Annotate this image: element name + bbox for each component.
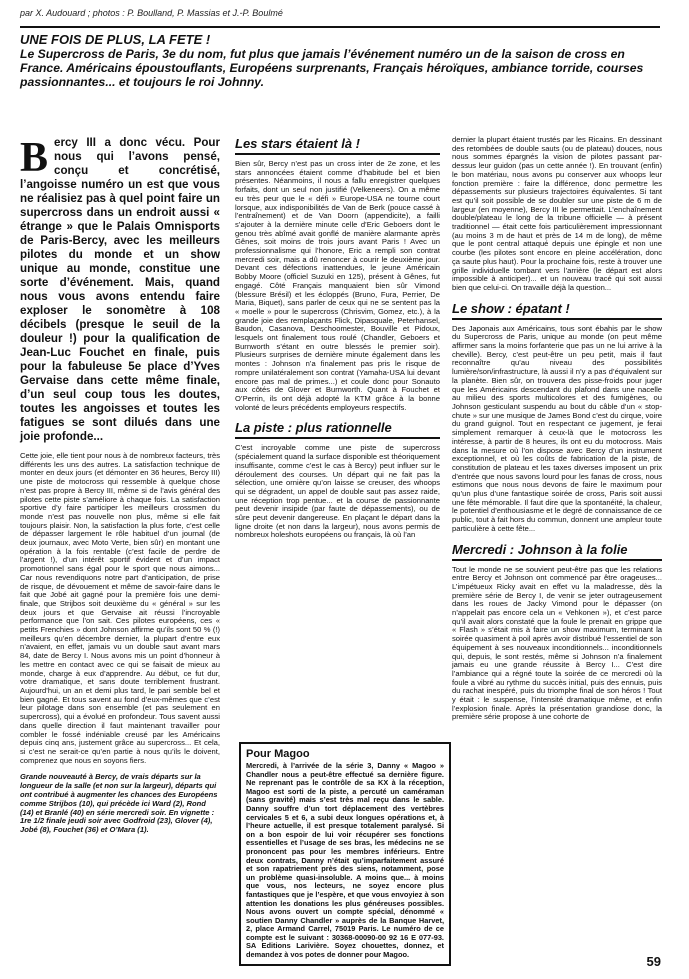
section-heading-mercredi: Mercredi : Johnson à la folie <box>452 542 662 561</box>
body-text: Tout le monde ne se souvient peut-être pas que les relations entre Bercy et Johnson ont commencé par être orageuses... L’impétueux Ricky avait en effet vu la maladresse, dès la première série de Bercy I, de venir se jeter outrageusement dans les roues de Jacky Vimond pour le dépasser (on n’appelait pas encore cela un « Vehkonen »), et c’est parce qu’il avait alors constaté que la foule le prenait en grippe que « Flash » s’était mis à faire un show maximum, terminant la soirée quasiment à poil après avoir distribué l’essentiel de son équipement à ses nouveaux inconditionnels... inconditionnels qui, depuis, le sont restés, même si Johnson n’a finalement jamais eu une grande réussite à Bercy I... C’est dire l’ambiance qui a régné toute la soirée de ce mercredi où la foule a vibré au rythme du succès initial, puis des ennuis, puis du rachat inespéré, puis du triomphe final de son héros ! Tout y était : le suspense, l’intensité dramatique même, et enfin l’explosion finale. Après la présentation grandiose donc, la première série propose à une cohorte de <box>452 564 662 722</box>
photo-credits: par X. Audouard ; photos : P. Boulland, P. Massias et J.-P. Boulmé <box>20 8 283 18</box>
lead-text: ercy III a donc vécu. Pour nous qui l’avons pensé, conçu et concrétisé, l’angoisse numéro un est que vous ne réalisiez pas à quel point faire un supercross dans un endroit aussi « étrange » que le Palais Omnisports de Paris-Bercy, avec les meilleurs pilotes du monde et un show unique au monde, constitue une sorte d’événement. Mais, quand nous vous avons entendu faire exploser le sonomètre à 108 décibels (presque le seuil de la douleur !) pour la qualification de Jean-Luc Fouchet en finale, puis pour la fabuleuse 5e place d’Yves Gervaise dans cette même finale, d’un seul coup tous les doutes, toutes les angoisses et toutes les fatigues se sont dilués dans une joie profonde... <box>20 136 220 443</box>
body-text: Cette joie, elle tient pour nous à de nombreux facteurs, très différents les uns des autres. La satisfaction technique de monter en deux jours (et démonter en 36 heures, Bercy III) une piste de motocross qui ressemble à quelque chose n’est pas propre à Bercy III, même si de l’avis général des pilotes cette piste s’améliore à chaque fois. La satisfaction sportive d’y faire participer les meilleurs crossmen du monde n’est pas nouvelle non plus, même si elle fait toujours plaisir. Non, la satisfaction la plus forte, c’est celle de dépasser largement le rôle habituel d’un journal (de deux journaux, avec Moto Verte, bien sûr) en montant une opération à la fois rentable (c’est facile de perdre de l’argent !), d’un intérêt sportif évident et d’un impact promotionnel sans égal pour le sport que nous aimons... Car nous revendiquons notre part d’anticipation, de prise de risque, de dévouement et même de savoir-faire dans le fait que Jobé ait gagné pour la première fois une demi-finale, que Strijbos soit deuxième du « général » sur les deux jours et que Gervaise ait réussi l’incroyable performance que l’on sait. Ces pilotes européens, ces « petits Frenchies » dont Johnson affirme qu’ils sont 50 % (!) meilleurs qu’en décembre dernier, la plupart d’entre eux n’avaient, en effet, jamais vu un double saut avant mars 84, date de Bercy I. Nous avons mis un point d’honneur à les mettre en contact avec ce qui se faisait de mieux au monde, charge à eux d’apprendre. Au début, ce fut dur, votre dramatique, et sans doute terriblement frustrant. Aujourd’hui, un an et demi plus tard, le pari semble bel et bien gagné. Et tous savent au fond d’eux-mêmes que c’est leur pilotage dans son ensemble (et pas seulement en supercross), qui a évolué en profondeur. Tous savent aussi dans quelle direction il faut maintenant travailler pour combler le fossé indéniable creusé par les Américains depuis cinq ans, justement grâce au supercross... Et cela, si c’est ne serait-ce qu’en partie à nous qu’ils le doivent, comprenez que nous en soyons fiers. <box>20 451 220 765</box>
column-2 <box>235 136 440 540</box>
lead-paragraph <box>20 136 220 444</box>
page-number: 59 <box>646 954 661 969</box>
body-text: dernier la plupart étaient trustés par les Ricains. En dessinant des retombées de double sauts (ou de plateau) douces, nous nous sommes épargnés la vision de pilotes passant par-dessus leur guidon (pas un cette année !). En trouvant (enfin) le bon matériau, nous avons pu conserver aux whoops leur fonction première : faire la différence, donc permettre les dépassements sur plusieurs trajectoires équivalentes. Si tant est qu’il soit possible de se doubler sur une piste de 6 m de largeur (en moyenne), Bercy III le permettait. L’enchaînement double/plateau le long de la tribune officielle — à présent traditionnel — était cette fois particulièrement impressionnant (au moins 3 m de haut et près de 14 m de long), de même que le pont central attaqué depuis une épingle et non une courbe (les pilotes sont encore en pleine accélération, donc ça saute plus haut). Pour la prochaine fois, reste à trouver une grille individuelle tombant vers l’arrière (le départ est alors impossible à anticiper)... et un nouveau tracé qui soit aussi bien que celui-ci. On travaille déjà la question... <box>452 135 662 292</box>
column-1 <box>20 136 220 835</box>
headline-block <box>20 33 660 89</box>
photo-caption: Grande nouveauté à Bercy, de vrais départs sur la longueur de la salle (et non sur la largeur), départs qui ont contribué à augmenter les chances des Européens comme Strijbos (10), qui précède ici Ward (2), Rond (14) et Branlé (40) en série mercredi soir. En vignette : 1re 1/2 finale jeudi soir avec Godfroid (23), Glover (4), Jobé (8), Fouchet (36) et O’Mara (1). <box>20 772 218 835</box>
sidebar-box-magoo <box>239 742 451 966</box>
body-text: Bien sûr, Bercy n’est pas un cross inter de 2e zone, et les stars annoncées étaient comme d’habitude bel et bien présentes. Néanmoins, il nous a fallu enregistrer quelques forfaits, dont un seul non justifié (Velkeneers). On a même eu très peur que le « défi » Europe-USA ne tourne court lorsque, aux indisponibilités de Van de Berk (pouce cassé à l’entraînement) et de Van Doorn (appendicite), a failli s’ajouter à la dernière minute celle d’Eric Geboers dont le genou très abîmé avait gonflé de manière alarmante après Gênes, soit moins de trois jours avant Paris ! Avec un professionnalisme qui l’honore, Eric a rempli son contrat mercredi soir, mais a dû renoncer à courir le deuxième jour. Devant ces défections inattendues, le jeune Américain Bobby Moore (officiel Suzuki en 125), présent à Gênes, fut engagé. Côté Français manquaient bien sûr Vimond (blessure Brésil) et les écloppés (Bruno, Fura, Perrier, De Maria, Biquet), sans parler de ceux qui ne se sentent pas la « moelle » pour le supercross (Chrisvim, Gomez, etc.), à la grande joie des remplaçants Flick, Dipasquale, Peterhansel, Baudon, Casanova, Deschoomester, Bouville et Pidoux, lesquels ont finalement tous roulé (Chandler, Geboers et Burnworth s’étant en outre blessés le premier soir). Plusieurs surprises de dernière minute également dans les montes : Johnson n’a finalement pas pris le risque de rompre unilatéralement son contrat (Yamaha-USA lui devant encore pas mal de primes...) et coule donc pour Sonauto aux côtés de Glover et Burnworth. Quant à Fouchet et O’Perrin, ils ont déjà adopté la KTM grâce à la bonne volonté de leurs précédents employeurs respectifs. <box>235 159 440 412</box>
body-text: C’est incroyable comme une piste de supercross (spécialement quand la surface disponible est théoriquement insuffisante, comme c’est le cas à Bercy) peut influer sur le déroulement des courses. Un départ qui ne fait pas la sélection, une ornière qu’on laisse se creuser, des whoops qui se dégradent, un appel de double saut pas assez raide, une réception trop pentue... et la course de passionnante peut devenir insipide (par faute de dépassements), ou de sûre peut devenir dangereuse. En plaçant le départ dans la ligne droite (et non dans la largeur), nous avons permis de nombreux holeshots européens ou français, là où l’an <box>235 443 440 540</box>
box-title: Pour Magoo <box>246 748 310 760</box>
box-text: Mercredi, à l’arrivée de la série 3, Danny « Magoo » Chandler nous a peut-être effectué sa dernière figure. Ne reprenant pas le contrôle de sa KX à la réception, Magoo est sorti de la piste, a percuté un caméraman (sans gravité) mais s’est très mal reçu dans le sable. Danny souffre d’un tort déplacement des vertèbres cervicales 5 et 6, a subi deux longues opérations et, à l’heure actuelle, il est presque totalement paralysé. Si on a bon espoir de lui voir récupérer ses fonctions essentielles et l’usage de ses bras, les médecins ne se prononcent pas pour les membres inférieurs. Entre deux contrats, Danny n’était qu’imparfaitement assuré et son rapatriement près des siens, notamment, pose un problème quasi-insoluble. A moins que... à moins que vous, nos lecteurs, ne soyez encore plus fantastiques que je l’espère, et que vous envoyiez à son attention les donations les plus généreuses possibles. Nous avons ouvert un compte spécial, dénommé « soutien Danny Chandler » auprès de la Banque Harvet, 2, place Armand Carrel, 75019 Paris. Le numéro de ce compte est le suivant : 30368-00090-00 92 16 E 077-93. SA Editions Larivière. Soyez chouettes, donnez, et demandez à vos potes de donner pour Magoo. <box>246 761 444 960</box>
section-heading-stars: Les stars étaient là ! <box>235 136 440 155</box>
headline-title: UNE FOIS DE PLUS, LA FETE ! <box>20 32 211 47</box>
section-heading-piste: La piste : plus rationnelle <box>235 420 440 439</box>
column-3 <box>452 136 662 722</box>
drop-cap: B <box>20 135 49 181</box>
headline-subtitle: Le Supercross de Paris, 3e du nom, fut plus que jamais l’événement numéro un de la saison de cross en France. Américains époustouflants, Européens surprenants, Français héroïques, ambiance torride, courses passionnantes... et toujours le roi Johnny. <box>20 47 644 89</box>
section-heading-show: Le show : épatant ! <box>452 301 662 320</box>
top-rule <box>20 26 660 28</box>
body-text: Des Japonais aux Américains, tous sont ébahis par le show du Supercross de Paris, unique au monde (on peut même affirmer sans la moins forfanterie que pas un ne lui arrive à la cheville). Bercy, c’est peut-être un peu petit, mais il faut reconnaître qu’au niveau des possibilités lumière/son/infrastructure, là aussi il n’y a pas d’équivalent sur la planète. Bien sûr, on trouvera des pisse-froids pour juger que les Américains descendant du plafond dans une nacelle au milieu des sports multicolores et des fumigènes, ou Johnson gesticulant suspendu au bout du câble d’un « stop-chute » sur une musique de James Bond c’est du cirque, voire du grand guignol. Tout en respectant ce jugement, je ferai simplement remarquer à ceux-là que le motocross les intéresse, à partir de 8 heures, ils ont eu du motocross. Mais dans la mesure où l’on dispose avec Bercy d’un instrument exceptionnel, et où les coûts de fabrication de la piste, de constitution de plateau et les taxes diverses imposent un prix d’entrée que nous savons lourd pour les fanas de cross, nous estimons que nous nous devons de faire le maximum pour qu’un plus d’une fantastique soirée de cross, Paris soit aussi une fête mémorable. Il faut dire que la spontanéité, la chaleur, le potentiel d’enthousiasme et le degré de connaissance de ce public, tout à fait hors du commun, donnent une ampleur toute particulière à cette fête... <box>452 323 662 533</box>
